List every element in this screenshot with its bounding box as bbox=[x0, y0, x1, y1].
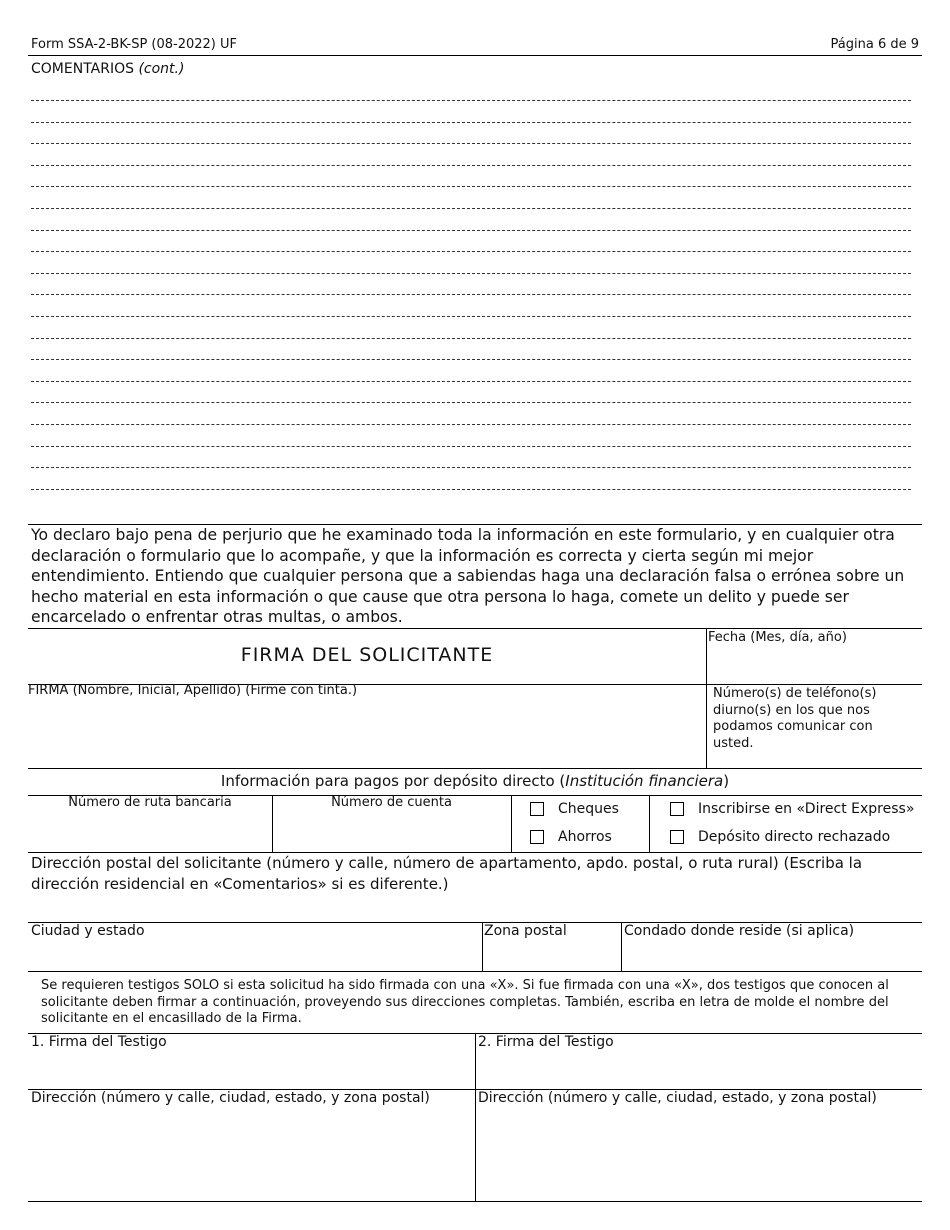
witness-notice: Se requieren testigos SOLO si esta solicitud ha sido firmada con una «X». Si fue firmada con una «X», dos testigos que conocen al solicitante deben firmar a continuación, proveyendo sus direcciones completas. También, escriba en letra de molde el nombre del solicitante en el encasillado de la Firma. bbox=[41, 978, 889, 1026]
checking-checkbox[interactable] bbox=[530, 802, 544, 816]
routing-field[interactable] bbox=[30, 812, 268, 850]
witness1-signature-label: 1. Firma del Testigo bbox=[31, 1034, 167, 1050]
routing-label: Número de ruta bancaria bbox=[68, 795, 232, 810]
header-rule bbox=[28, 55, 922, 56]
mailing-address-field[interactable] bbox=[28, 896, 922, 920]
comments-label: COMENTARIOS bbox=[31, 61, 134, 77]
date-field[interactable] bbox=[708, 636, 920, 682]
comment-line[interactable] bbox=[31, 467, 911, 468]
mailing-address-label: Dirección postal del solicitante (número y calle, número de apartamento, apdo. postal, o ruta rural) (Escriba la dirección residencial en «Comentarios» si es diferente.) bbox=[31, 854, 863, 893]
comment-line[interactable] bbox=[31, 230, 911, 231]
zip-field[interactable] bbox=[484, 942, 619, 970]
form-id: Form SSA-2-BK-SP (08-2022) UF bbox=[31, 37, 238, 52]
witness1-address-label: Dirección (número y calle, ciudad, estado, y zona postal) bbox=[31, 1090, 430, 1106]
account-field[interactable] bbox=[275, 812, 508, 850]
comment-line[interactable] bbox=[31, 381, 911, 382]
comments-cont: (cont.) bbox=[138, 61, 185, 77]
witness2-signature-field[interactable] bbox=[478, 1052, 920, 1087]
comment-line[interactable] bbox=[31, 273, 911, 274]
comment-line[interactable] bbox=[31, 316, 911, 317]
county-label: Condado donde reside (si aplica) bbox=[624, 923, 855, 939]
comment-line[interactable] bbox=[31, 402, 911, 403]
comment-line[interactable] bbox=[31, 143, 911, 144]
comment-line[interactable] bbox=[31, 294, 911, 295]
witness1-signature-field[interactable] bbox=[30, 1052, 473, 1087]
deposit-heading: Información para pagos por depósito directo (Institución financiera) bbox=[220, 772, 730, 790]
savings-option[interactable]: Ahorros bbox=[530, 829, 612, 845]
comment-line[interactable] bbox=[31, 186, 911, 187]
declaration-text: Yo declaro bajo pena de perjurio que he examinado toda la información en este formulario, y en cualquier otra declaración o formulario que lo acompañe, y que la información es correcta y cierta según mi mejor entendimiento. Entiendo que cualquier persona que a sabiendas haga una declaración falsa o errónea sobre un hecho material en esta información o que cause que otra persona lo haga, comete un delito y puede ser encarcelado o enfrentar otras multas, o ambos. bbox=[31, 526, 905, 626]
signature-field[interactable] bbox=[28, 700, 704, 766]
comment-line[interactable] bbox=[31, 165, 911, 166]
comment-line[interactable] bbox=[31, 338, 911, 339]
phone-label: Número(s) de teléfono(s) diurno(s) en los que nos podamos comunicar con usted. bbox=[713, 686, 877, 751]
signature-label: FIRMA (Nombre, Inicial, Apellido) (Firme con tinta.) bbox=[28, 683, 358, 698]
zip-label: Zona postal bbox=[484, 923, 567, 939]
comment-line[interactable] bbox=[31, 489, 911, 490]
comment-line[interactable] bbox=[31, 208, 911, 209]
refused-checkbox[interactable] bbox=[670, 830, 684, 844]
city-field[interactable] bbox=[30, 942, 480, 970]
checking-option[interactable]: Cheques bbox=[530, 801, 619, 817]
comment-line[interactable] bbox=[31, 359, 911, 360]
refused-option[interactable]: Depósito directo rechazado bbox=[670, 829, 890, 845]
comment-line[interactable] bbox=[31, 100, 911, 101]
direct-express-checkbox[interactable] bbox=[670, 802, 684, 816]
account-label: Número de cuenta bbox=[331, 795, 452, 810]
page-number: Página 6 de 9 bbox=[830, 37, 919, 52]
comment-line[interactable] bbox=[31, 251, 911, 252]
witness1-address-field[interactable] bbox=[30, 1110, 473, 1198]
witness2-address-label: Dirección (número y calle, ciudad, estado, y zona postal) bbox=[478, 1090, 877, 1106]
direct-express-option[interactable]: Inscribirse en «Direct Express» bbox=[670, 801, 914, 817]
witness2-address-field[interactable] bbox=[478, 1110, 920, 1198]
comment-line[interactable] bbox=[31, 424, 911, 425]
signature-heading: FIRMA DEL SOLICITANTE bbox=[240, 644, 494, 666]
savings-checkbox[interactable] bbox=[530, 830, 544, 844]
witness2-signature-label: 2. Firma del Testigo bbox=[478, 1034, 614, 1050]
date-label: Fecha (Mes, día, año) bbox=[708, 630, 847, 645]
county-field[interactable] bbox=[623, 942, 920, 970]
comment-line[interactable] bbox=[31, 446, 911, 447]
comments-heading bbox=[31, 61, 184, 77]
city-label: Ciudad y estado bbox=[31, 923, 145, 939]
comment-line[interactable] bbox=[31, 122, 911, 123]
